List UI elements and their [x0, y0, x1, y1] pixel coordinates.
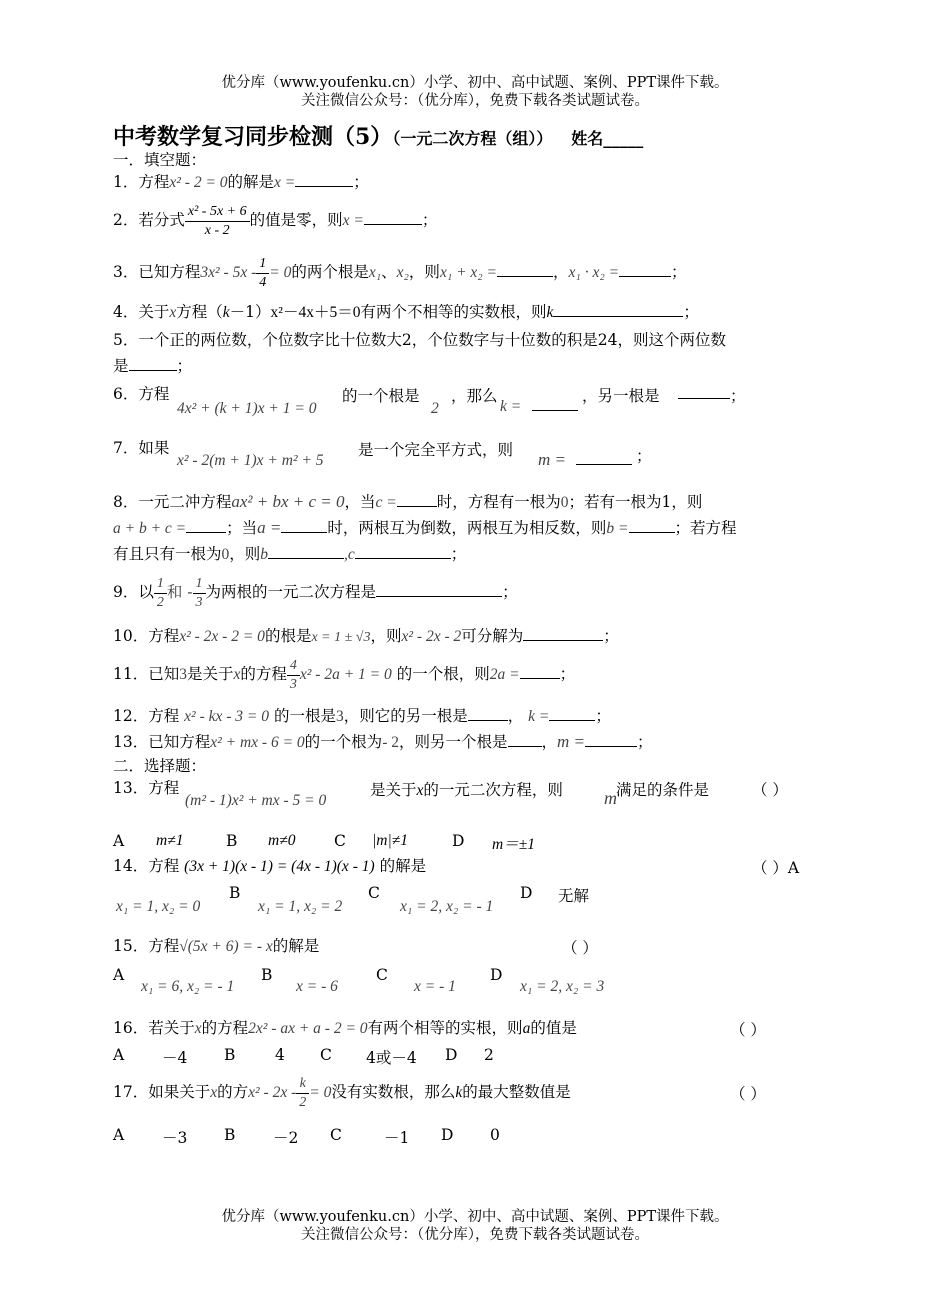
- q8-text-c: 时，方程有一根为: [436, 493, 561, 511]
- q16-option-d[interactable]: 2: [484, 1046, 494, 1064]
- q11-end: ；: [559, 665, 576, 683]
- q17-option-b-label[interactable]: B: [224, 1126, 236, 1144]
- q3-text: 3．已知方程: [113, 263, 201, 281]
- q14-option-c-label[interactable]: C: [368, 884, 380, 902]
- q17-numerator: k: [296, 1075, 309, 1094]
- q13b-answer-paren[interactable]: （ ）: [752, 781, 788, 799]
- question-8-line-3: [113, 544, 466, 565]
- title-subtitle: （一元二次方程（组））: [392, 129, 553, 148]
- question-5-line-1: 5．一个正的两位数，个位数字比十位数大2，个位数字与十位数的积是24，则这个两位数: [113, 331, 726, 349]
- q9-f2-num: 1: [193, 575, 206, 594]
- q9-and: 和 -: [166, 583, 193, 601]
- q8-text-g: ；若方程: [674, 519, 737, 537]
- q6-text: 6．方程: [113, 385, 170, 403]
- q11-fraction: [287, 657, 300, 694]
- q12-blank-root[interactable]: [468, 706, 508, 721]
- q9-end: ；: [502, 583, 518, 601]
- q4-var: x: [169, 304, 177, 321]
- q3-numerator: 1: [256, 255, 269, 274]
- q2-var: x =: [342, 212, 364, 229]
- q7-end: ；: [636, 447, 652, 465]
- q6-text-d: ，另一根是: [582, 387, 660, 405]
- q15-answer-paren[interactable]: （ ）: [562, 939, 598, 957]
- q13a-blank-root[interactable]: [508, 732, 542, 747]
- q14-option-d[interactable]: 无解: [558, 887, 590, 905]
- q12-comma: ，: [507, 707, 524, 725]
- header-line-1: 优分库（www.youfenku.cn）小学、初中、高中试题、案例、PPT课件下载。: [221, 75, 729, 91]
- q16-text-c: 有两个相等的实根，则: [367, 1019, 523, 1037]
- q12-text-b: 的一根是: [273, 707, 336, 725]
- q13b-option-b-label[interactable]: B: [226, 832, 238, 850]
- q8-blank-c2[interactable]: [355, 544, 451, 559]
- q15-option-c-label[interactable]: C: [376, 966, 388, 984]
- q8-c: c =: [375, 494, 397, 511]
- q8-blank-a[interactable]: [281, 518, 327, 533]
- question-6: [113, 384, 169, 404]
- q6-text-b: 的一个根是: [342, 387, 420, 405]
- q16-answer-paren[interactable]: （ ）: [730, 1021, 766, 1039]
- q10-equation: x² - 2x - 2 = 0: [179, 628, 265, 645]
- q16-option-c[interactable]: 4或－4: [366, 1049, 417, 1067]
- question-13-fill: [113, 732, 653, 753]
- q12-text-c: ，则它的另一根是: [343, 707, 468, 725]
- q17-text: 17．如果关于: [113, 1083, 211, 1101]
- q16-text: 16．若关于: [113, 1019, 195, 1037]
- q13b-option-b[interactable]: m≠0: [268, 832, 296, 849]
- page-title: [113, 124, 643, 152]
- q17-text-c: 没有实数根，那么: [331, 1083, 456, 1101]
- q8-text-e: ；当: [226, 519, 258, 537]
- q17-text-d: 的最大整数值是: [462, 1083, 571, 1101]
- question-2: [113, 200, 437, 241]
- q8-end: ；: [450, 545, 467, 563]
- q17-k: k: [455, 1084, 463, 1101]
- q11-var: x: [233, 666, 241, 683]
- q15-equation: √(5x + 6) = - x: [179, 938, 273, 955]
- question-9: [113, 572, 518, 612]
- q15-option-c[interactable]: x = - 1: [414, 978, 456, 995]
- q8-text-b: ，当: [344, 493, 376, 511]
- q7-text: 7．如果: [113, 439, 170, 457]
- q3-end: ；: [671, 263, 687, 281]
- q8-text-i: ，则: [229, 545, 261, 563]
- question-12: [113, 706, 611, 727]
- q11-text-d: 的一个根，则: [396, 665, 490, 683]
- q14-option-d-label[interactable]: D: [520, 884, 533, 902]
- q8-blank-abc[interactable]: [186, 518, 226, 533]
- title-main: 中考数学复习同步检测（5）: [113, 124, 393, 150]
- q8-blank-b[interactable]: [629, 518, 675, 533]
- q13a-equation: x² + mx - 6 = 0: [210, 734, 305, 751]
- q3-sum: x₁ + x₂ =: [439, 264, 498, 281]
- q8-text-f: 时，两根互为倒数，两根互为相反数，则: [327, 519, 607, 537]
- q12-three: 3: [335, 708, 344, 725]
- q4-text-b: 方程（: [176, 303, 223, 321]
- section-fill-in: 一．填空题：: [113, 151, 207, 169]
- q13b-option-c[interactable]: |m|≠1: [372, 832, 408, 849]
- question-3: [113, 252, 687, 293]
- q17-option-d[interactable]: 0: [490, 1126, 500, 1144]
- question-14: [113, 856, 426, 877]
- q14-text: 14．方程: [113, 857, 180, 875]
- q4-k: k: [222, 304, 230, 321]
- q16-a: a: [522, 1020, 531, 1037]
- q2-numerator: x² - 5x + 6: [185, 203, 250, 222]
- q8-text: 8．一元二冲方程: [113, 493, 232, 511]
- q8-text-h: 有且只有一根为: [113, 545, 222, 563]
- header-line-2: 关注微信公众号：（优分库），免费下载各类试题试卷。: [301, 93, 649, 109]
- q14-option-b-label[interactable]: B: [229, 884, 241, 902]
- q6-root: 2: [431, 400, 439, 417]
- q13b-option-d-label[interactable]: D: [452, 832, 465, 850]
- q6-end: ；: [730, 387, 746, 405]
- q13a-comma: ，: [541, 733, 558, 751]
- q10-text: 10．方程: [113, 627, 180, 645]
- q16-option-a-label[interactable]: A: [113, 1046, 125, 1064]
- q11-2a: 2a =: [489, 666, 520, 683]
- q15-option-a-label[interactable]: A: [113, 966, 125, 984]
- q13b-option-c-label[interactable]: C: [334, 832, 346, 850]
- q4-k2: k: [546, 304, 554, 321]
- q17-fraction: [296, 1075, 309, 1112]
- q14-text-b: 的解是: [379, 857, 427, 875]
- q3-root-2: x₂: [396, 264, 409, 281]
- q9-f2-den: 3: [195, 594, 203, 610]
- q17-option-b[interactable]: －2: [273, 1129, 299, 1147]
- q13b-option-d[interactable]: m＝±1: [492, 836, 535, 853]
- q9-text: 9．以: [113, 583, 154, 601]
- q16-text-d: 的值是: [530, 1019, 577, 1037]
- q16-option-b-label[interactable]: B: [224, 1046, 236, 1064]
- q3-product: x₁ · x₂ =: [568, 264, 620, 281]
- q6-k: k =: [500, 398, 522, 415]
- q13b-var: x: [416, 782, 424, 799]
- q16-option-c-label[interactable]: C: [320, 1046, 332, 1064]
- q9-f1-num: 1: [154, 575, 167, 594]
- q1-equation: x² - 2 = 0: [169, 174, 228, 191]
- q2-blank[interactable]: [364, 210, 422, 225]
- q11-text-c: 的方程: [240, 665, 287, 683]
- q10-end: ；: [603, 627, 619, 645]
- footer-line-1: 优分库（www.youfenku.cn）小学、初中、高中试题、案例、PPT课件下载。: [221, 1209, 729, 1225]
- question-16: [113, 1018, 577, 1039]
- q4-blank[interactable]: [553, 302, 683, 317]
- q13a-root: - 2: [382, 734, 399, 751]
- question-17: [113, 1072, 571, 1113]
- q13b-text: 13．方程: [113, 779, 180, 797]
- q3-blank-product[interactable]: [619, 262, 671, 277]
- q2-text: 2．若分式: [113, 211, 185, 229]
- q4-equation: x²－4x＋5＝0: [270, 304, 361, 321]
- q11-blank[interactable]: [520, 664, 560, 679]
- q11-denominator: 3: [289, 676, 297, 692]
- q17-option-c-label[interactable]: C: [330, 1126, 342, 1144]
- q3-equation: 3x² - 5x -: [200, 264, 257, 281]
- q13a-blank-m[interactable]: [585, 732, 637, 747]
- q3-text-b: 的两个根是: [291, 263, 369, 281]
- q6-equation: 4x² + (k + 1)x + 1 = 0: [177, 400, 317, 417]
- question-7: [113, 438, 169, 458]
- q15-option-a[interactable]: x₁ = 6, x₂ = - 1: [141, 978, 235, 995]
- q3-separator: 、: [381, 263, 397, 281]
- q4-text: 4．关于: [113, 303, 170, 321]
- q13a-m: m =: [557, 732, 586, 751]
- name-field: 姓名_____: [571, 129, 644, 148]
- q15-option-d[interactable]: x₁ = 2, x₂ = 3: [520, 978, 605, 995]
- q4-text-c: －1）: [229, 303, 271, 321]
- q9-fraction-1: [154, 575, 167, 612]
- question-5-line-2: [113, 356, 192, 376]
- q8-blank-c[interactable]: [397, 492, 437, 507]
- q8-c-2: ,c: [344, 546, 355, 563]
- q8-zero: 0: [560, 494, 569, 511]
- q14-equation: (3x + 1)(x - 1) = (4x - 1)(x - 1): [184, 858, 375, 875]
- section-choice: 二．选择题：: [113, 757, 207, 775]
- q1-text: 1．方程: [113, 173, 170, 191]
- q12-equation: x² - kx - 3 = 0: [184, 708, 269, 725]
- q17-option-a[interactable]: －3: [162, 1129, 188, 1147]
- q13b-option-a-label[interactable]: A: [113, 832, 125, 850]
- q17-equation: x² - 2x -: [248, 1084, 297, 1101]
- q12-blank-k[interactable]: [549, 706, 595, 721]
- q11-text-b: 是关于: [186, 665, 234, 683]
- q3-fraction: [256, 255, 269, 292]
- question-8-line-1: [113, 492, 702, 513]
- q16-option-a[interactable]: －4: [162, 1049, 188, 1067]
- q16-option-b[interactable]: 4: [275, 1046, 285, 1064]
- q9-f1-den: 2: [156, 594, 164, 610]
- q15-text: 15．方程: [113, 937, 180, 955]
- q17-option-c[interactable]: －1: [384, 1129, 410, 1147]
- q3-comma: ，: [553, 263, 569, 281]
- q8-a: a =: [257, 518, 282, 537]
- q17-var: x: [210, 1084, 218, 1101]
- q13a-text-c: ，则另一个根是: [398, 733, 508, 751]
- q6-blank-k[interactable]: [532, 396, 578, 411]
- q8-abc: a + b + c =: [113, 520, 187, 537]
- q17-text-b: 的方: [217, 1083, 249, 1101]
- q13b-m: m: [604, 788, 617, 808]
- q13a-text-b: 的一个根为: [304, 733, 383, 751]
- q1-var: x =: [274, 174, 296, 191]
- q6-blank-root[interactable]: [678, 384, 730, 399]
- question-10: [113, 626, 619, 648]
- q13a-text: 13．已知方程: [113, 733, 211, 751]
- q7-expression: x² - 2(m + 1)x + m² + 5: [177, 452, 324, 469]
- q8-zero-2: 0: [221, 546, 230, 563]
- q8-blank-b2[interactable]: [268, 544, 344, 559]
- q2-denominator: x - 2: [204, 222, 230, 238]
- q4-text-d: 有两个不相等的实数根，则: [360, 303, 547, 321]
- q10-text-b: 的根是: [264, 627, 312, 645]
- q17-option-d-label[interactable]: D: [441, 1126, 454, 1144]
- q5-end: ；: [176, 357, 193, 375]
- q3-denominator: 4: [259, 274, 267, 290]
- q17-equation-end: = 0: [309, 1084, 332, 1101]
- q16-var: x: [194, 1020, 202, 1037]
- q2-end: ；: [421, 211, 438, 229]
- q12-k: k =: [528, 708, 550, 725]
- q10-root: x = 1 ± √3: [311, 630, 371, 645]
- q5-text: 是: [113, 357, 129, 375]
- q7-text-b: 是一个完全平方式，则: [358, 441, 514, 459]
- q9-text-b: 为两根的一元二次方程是: [205, 583, 377, 601]
- q13b-text-about: 是关于: [370, 781, 417, 799]
- q14-answer-paren[interactable]: （ ）A: [752, 859, 800, 877]
- q13b-text-c: 的一元二次方程，则: [423, 781, 563, 799]
- q1-blank[interactable]: [295, 172, 353, 187]
- q6-text-c: ，那么: [451, 387, 498, 405]
- q4-end: ；: [683, 303, 699, 321]
- q10-blank[interactable]: [523, 626, 603, 641]
- q13b-text-d: 满足的条件是: [616, 781, 710, 799]
- footer-line-2: 关注微信公众号：（优分库），免费下载各类试题试卷。: [301, 1227, 649, 1243]
- q14-option-b[interactable]: x₁ = 1, x₂ = 2: [258, 898, 343, 915]
- q12-text: 12．方程: [113, 707, 180, 725]
- q8-b-2: b: [260, 546, 269, 563]
- question-11: [113, 654, 575, 695]
- q16-text-b: 的方程: [201, 1019, 249, 1037]
- q15-option-d-label[interactable]: D: [490, 966, 503, 984]
- q13b-equation: (m² - 1)x² + mx - 5 = 0: [185, 792, 327, 809]
- q10-expression: x² - 2x - 2: [401, 628, 462, 645]
- q14-option-a[interactable]: x₁ = 1, x₂ = 0: [116, 898, 201, 915]
- q15-option-b-label[interactable]: B: [261, 966, 273, 984]
- q12-end: ；: [595, 707, 611, 725]
- q10-text-d: 可分解为: [461, 627, 524, 645]
- question-15: [113, 936, 319, 957]
- q14-option-c[interactable]: x₁ = 2, x₂ = - 1: [400, 898, 494, 915]
- q13b-option-a[interactable]: m≠1: [156, 832, 184, 849]
- q13a-end: ；: [637, 733, 653, 751]
- q13b-text-b: [370, 778, 563, 800]
- q8-text-d: ；若有一根为1，则: [568, 493, 703, 511]
- question-8-line-2: [113, 518, 737, 539]
- q17-option-a-label[interactable]: A: [113, 1126, 125, 1144]
- q8-equation: ax² + bx + c = 0: [231, 492, 345, 511]
- q3-root-1: x₁: [368, 264, 382, 281]
- question-13-choice: [113, 778, 179, 798]
- q11-three: 3: [179, 666, 187, 683]
- q16-equation: 2x² - ax + a - 2 = 0: [248, 1020, 368, 1037]
- q5-blank[interactable]: [129, 356, 177, 371]
- q1-end: ；: [353, 173, 369, 191]
- q3-blank-sum[interactable]: [497, 262, 553, 277]
- q9-fraction-2: [193, 575, 206, 612]
- q2-text-b: 的值是零，则: [249, 211, 343, 229]
- q15-text-b: 的解是: [272, 937, 320, 955]
- q2-fraction: [185, 203, 250, 240]
- q3-text-c: ，则: [408, 263, 440, 281]
- question-1: [113, 172, 369, 193]
- q3-equation-end: = 0: [269, 264, 292, 281]
- q10-text-c: ，则: [370, 627, 402, 645]
- question-4: [113, 302, 699, 323]
- q11-numerator: 4: [287, 657, 300, 676]
- q17-answer-paren[interactable]: （ ）: [730, 1085, 766, 1103]
- q16-option-d-label[interactable]: D: [445, 1046, 458, 1064]
- q8-b: b =: [606, 520, 629, 537]
- q11-equation: x² - 2a + 1 = 0: [299, 666, 392, 683]
- q17-denominator: 2: [299, 1094, 307, 1110]
- q11-text: 11．已知: [113, 665, 180, 683]
- q9-blank[interactable]: [376, 582, 502, 597]
- q7-m: m =: [538, 450, 566, 469]
- q1-text-b: 的解是: [227, 173, 275, 191]
- q7-blank[interactable]: [576, 450, 632, 465]
- q15-option-b[interactable]: x = - 6: [296, 978, 338, 995]
